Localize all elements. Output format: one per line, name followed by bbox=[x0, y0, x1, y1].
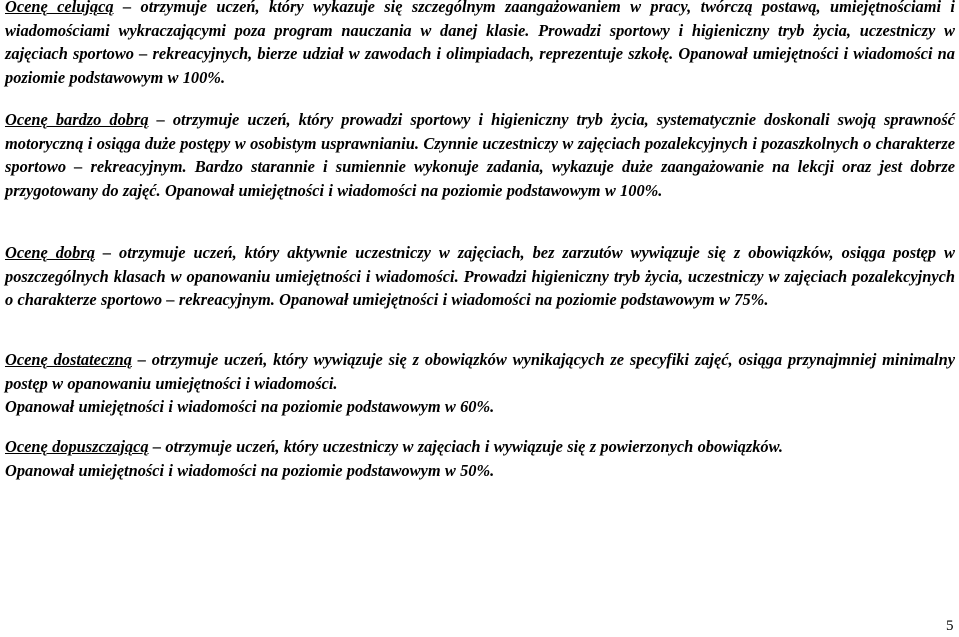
grade-dostateczna-main bbox=[5, 348, 955, 395]
page-number: 5 bbox=[946, 618, 954, 634]
grade-dopuszczajaca-paragraph bbox=[5, 435, 955, 482]
grade-bardzo-dobra-paragraph bbox=[5, 108, 955, 202]
grade-bardzo-dobra-text: – otrzymuje uczeń, który prowadzi sportowy i higieniczny tryb życia, systematycznie doskonali swoją sprawność motoryczną i osiąga duże postępy w osobistym usprawnianiu. Czynnie uczestniczy w zajęciach pozalekcyjnych i pozaszkolnych o charakterze sportowo – rekreacyjnym. Bardzo starannie i sumiennie wykonuje zadania, wykazuje duże zaangażowanie na lekcji oraz jest dobrze przygotowany do zajęć. Opanował umiejętności i wiadomości na poziomie podstawowym w 100%. bbox=[5, 110, 955, 200]
grade-dopuszczajaca-heading: Ocenę dopuszczającą bbox=[5, 437, 149, 456]
grade-dostateczna-level: Opanował umiejętności i wiadomości na poziomie podstawowym w 60%. bbox=[5, 397, 495, 417]
grade-dostateczna-paragraph bbox=[5, 348, 955, 419]
grade-dopuszczajaca-main bbox=[5, 435, 955, 459]
grade-dobra-heading: Ocenę dobrą bbox=[5, 243, 95, 262]
grade-dostateczna-heading: Ocenę dostateczną bbox=[5, 350, 132, 369]
grade-celujaca-heading: Ocenę celującą bbox=[5, 0, 114, 16]
grade-dostateczna-text: – otrzymuje uczeń, który wywiązuje się z obowiązków wynikających ze specyfiki zajęć, osiąga przynajmniej minimalny postęp w opanowaniu umiejętności i wiadomości. bbox=[5, 350, 956, 393]
grade-bardzo-dobra-heading: Ocenę bardzo dobrą bbox=[5, 110, 149, 129]
grade-celujaca-text: – otrzymuje uczeń, który wykazuje się szczególnym zaangażowaniem w pracy, twórczą postawą, umiejętnościami i wiadomościami wykraczającymi poza program nauczania w danej klasie. Prowadzi sportowy i higieniczny tryb życia, uczestniczy w zajęciach sportowo – rekreacyjnych, bierze udział w zawodach i olimpiadach, reprezentuje szkołę. Opanował umiejętności i wiadomości na poziomie podstawowym w 100%. bbox=[5, 0, 955, 87]
grade-dobra-text: – otrzymuje uczeń, który aktywnie uczestniczy w zajęciach, bez zarzutów wywiązuje się z obowiązków, osiąga postęp w poszczególnych klasach w opanowaniu umiejętności i wiadomości. Prowadzi higieniczny tryb życia, uczestniczy w zajęciach pozalekcyjnych o charakterze sportowo – rekreacyjnym. Opanował umiejętności i wiadomości na poziomie podstawowym w 75%. bbox=[5, 243, 955, 310]
grade-dopuszczajaca-level: Opanował umiejętności i wiadomości na poziomie podstawowym w 50%. bbox=[5, 460, 495, 480]
grade-dopuszczajaca-text: – otrzymuje uczeń, który uczestniczy w zajęciach i wywiązuje się z powierzonych obowiązków. bbox=[148, 437, 784, 456]
grade-celujaca-paragraph bbox=[5, 0, 955, 89]
grade-dobra-paragraph bbox=[5, 241, 955, 312]
